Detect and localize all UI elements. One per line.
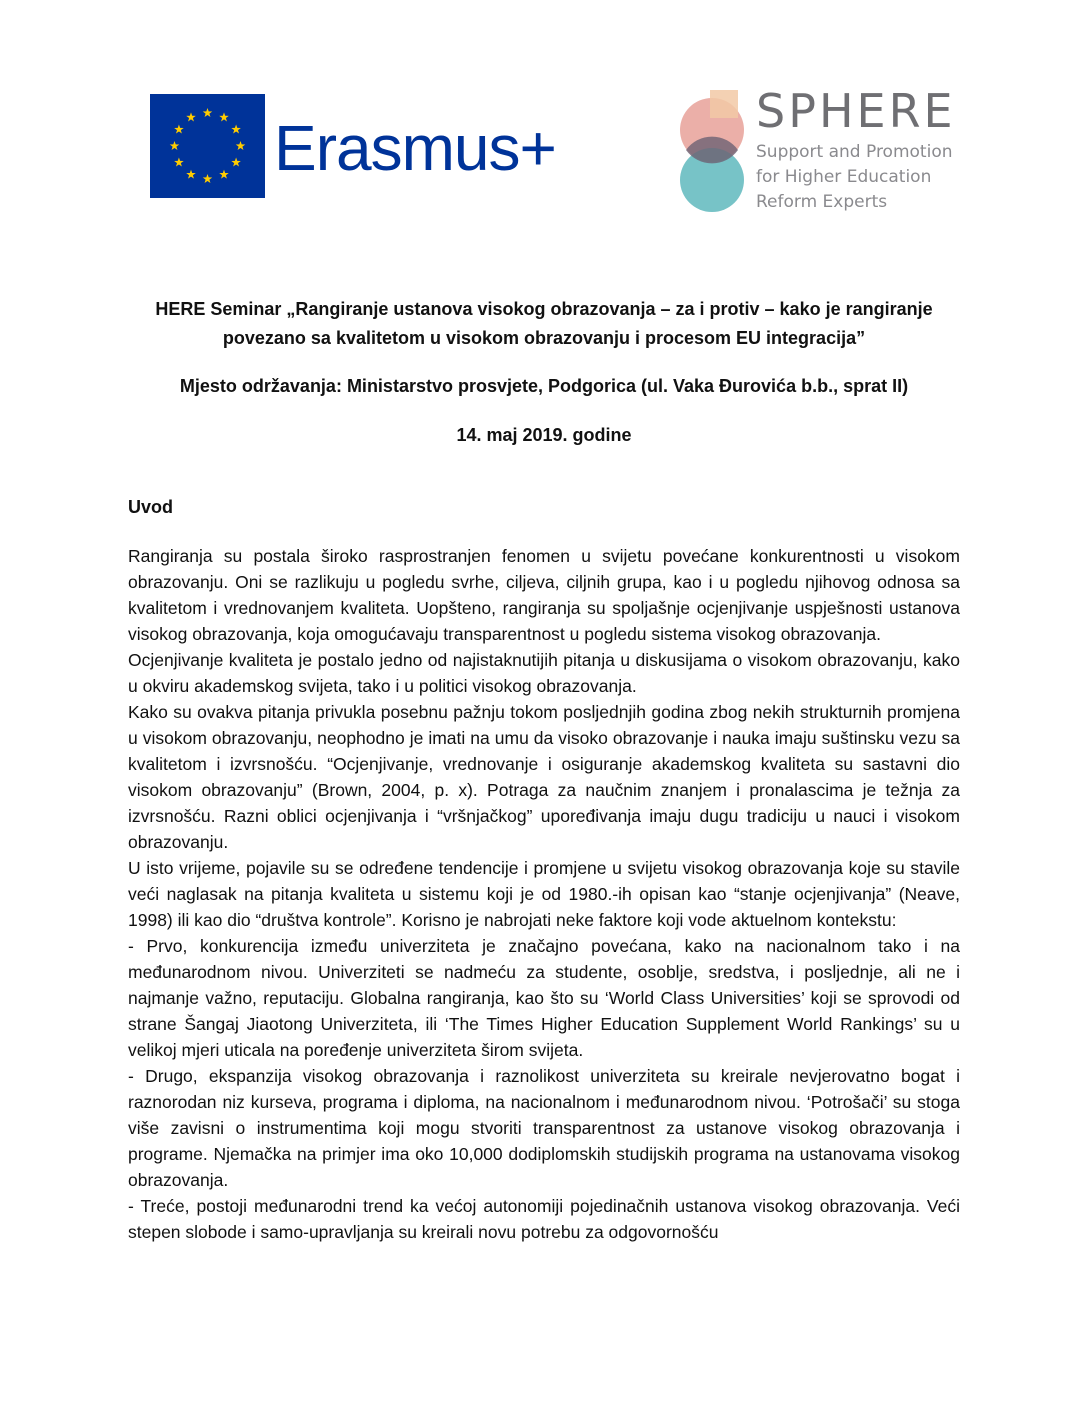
paragraph: Kako su ovakva pitanja privukla posebnu pažnju tokom posljednjih godina zbog nekih strukturnih promjena u visokom obrazovanju, neophodno je imati na umu da visoko obrazovanje i nauka imaju suštinsku vezu sa kvalitetom i izvrsnošću. “Ocjenjivanje, vrednovanje i osiguranje akademskog kvaliteta su sastavni dio visokom obrazovanju” (Brown, 2004, p. x). Potraga za naučnim znanjem i pronalascima je težnja za izvrsnošću. Razni oblici ocjenjivanja i “vršnjačkog” upoređivanja imaju dugu tradiciju u nauci i visokom obrazovanju. xyxy=(128,702,960,852)
sphere-subtitle-line: for Higher Education xyxy=(756,167,932,187)
erasmus-plus-wordmark: Erasmus+ xyxy=(274,112,556,184)
eu-flag-icon xyxy=(150,94,265,198)
paragraph: Ocjenjivanje kvaliteta je postalo jedno od najistaknutijih pitanja u diskusijama o visokom obrazovanju, kako u okviru akademskog svijeta, tako i u politici visokog obrazovanja. xyxy=(128,650,960,696)
sphere-subtitle-line: Reform Experts xyxy=(756,192,888,212)
paragraph: U isto vrijeme, pojavile su se određene tendencije i promjene u svijetu visokog obrazovanja koje su stavile veći naglasak na pitanja kvaliteta u sistemu koji je od 1980.-ih opisan kao “stanje ocjenjivanja” (Neave, 1998) ili kao dio “društva kontrole”. Korisno je nabrojati neke faktore koji vode aktuelnom kontekstu: xyxy=(128,858,960,930)
list-item: - Treće, postoji međunarodni trend ka većoj autonomiji pojedinačnih ustanova visokog obrazovanja. Veći stepen slobode i samo-upravljanja su kreirali novu potrebu za odgovornošću xyxy=(128,1196,960,1242)
sphere-subtitle xyxy=(756,140,953,215)
section-heading: Uvod xyxy=(128,497,173,517)
list-item: - Drugo, ekspanzija visokog obrazovanja i raznolikost univerziteta su kreirale nevjerovatno bogat i raznorodan niz kurseva, programa i diploma, na nacionalnom i međunarodnom nivou. ‘Potrošači’ su stoga više zavisni o instrumentima koji mogu stvoriti transparentnost za ustanove visokog obrazovanja i programe. Njemačka na primjer ima oko 10,000 dodiplomskih studijskih programa na ustanovama visokog obrazovanja. xyxy=(128,1066,960,1190)
sphere-logo xyxy=(672,84,962,218)
section-body xyxy=(128,543,960,1245)
sphere-circles-icon xyxy=(672,88,752,218)
erasmus-plus-logo xyxy=(150,94,556,198)
seminar-date: 14. maj 2019. godine xyxy=(456,425,632,445)
sphere-subtitle-line: Support and Promotion xyxy=(756,142,953,162)
seminar-location: Mjesto održavanja: Ministarstvo prosvjete, Podgorica (ul. Vaka Đurovića b.b., sprat II) xyxy=(179,376,909,396)
seminar-title: HERE Seminar „Rangiranje ustanova visokog obrazovanja – za i protiv – kako je rangiranje povezano sa kvalitetom u visokom obrazovanju i procesom EU integracija” xyxy=(155,299,933,348)
list-item: - Prvo, konkurencija između univerziteta je značajno povećana, kako na nacionalnom tako i na međunarodnom nivou. Univerziteti se nadmeću za studente, osoblje, sredstva, i posljednje, ali ne i najmanje važno, reputaciju. Globalna rangiranja, kao što su ‘World Class Universities’ koji se sprovodi od strane Šangaj Jiaotong Univerziteta, ili ‘The Times Higher Education Supplement World Rankings’ su u velikoj mjeri uticala na poređenje univerziteta širom svijeta. xyxy=(128,936,960,1060)
sphere-title: SPHERE xyxy=(756,84,956,138)
paragraph: Rangiranja su postala široko rasprostranjen fenomen u svijetu povećane konkurentnosti u visokom obrazovanju. Oni se razlikuju u pogledu svrhe, ciljeva, ciljnih grupa, kao i u pogledu njihovog odnosa sa kvalitetom i vrednovanjem kvaliteta. Uopšteno, rangiranja su spoljašnje ocjenjivanje uspješnosti ustanova visokog obrazovanja, koja omogućavaju transparentnost u pogledu sistema visokog obrazovanja. xyxy=(128,546,960,644)
